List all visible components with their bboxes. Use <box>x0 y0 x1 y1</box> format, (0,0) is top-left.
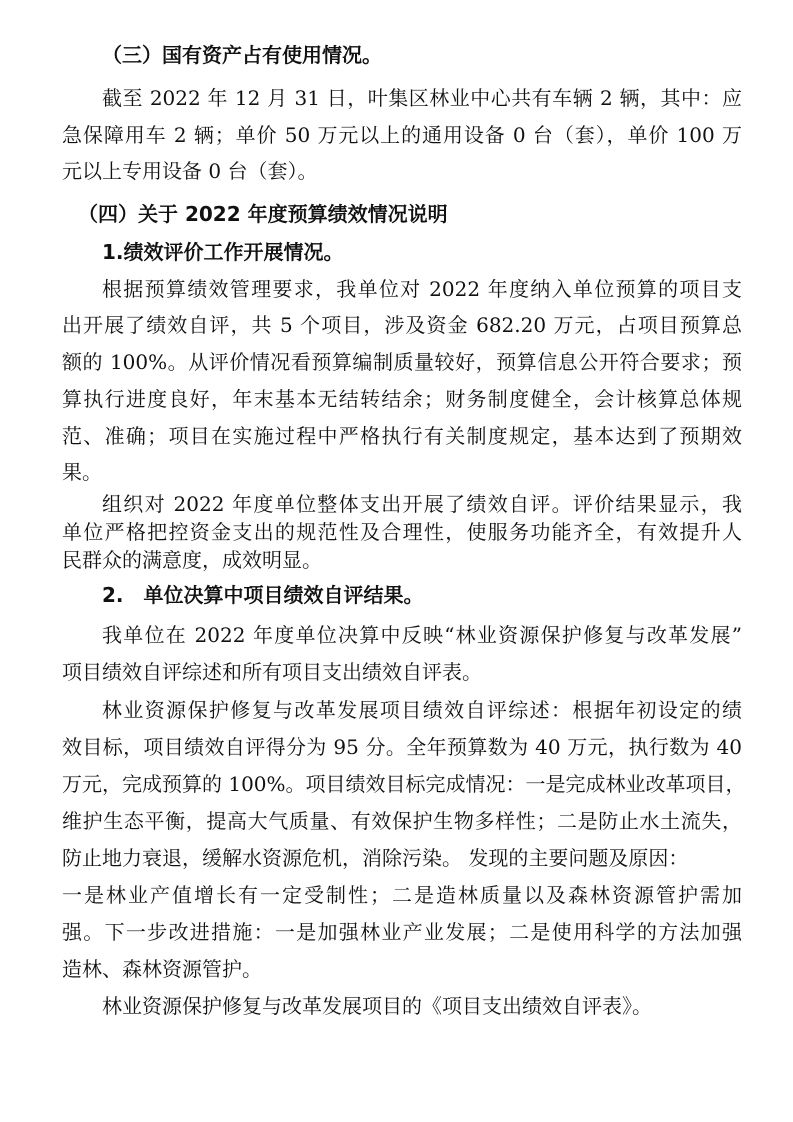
sub2-para2-line-5: 防止地力衰退，缓解水资源危机，消除污染。 发现的主要问题及原因： <box>62 846 689 870</box>
sub2-para2-line-2: 效目标，项目绩效自评得分为 95 分。全年预算数为 40 万元，执行数为 40 <box>62 735 742 759</box>
sub2-heading: 2. 单位决算中项目绩效自评结果。 <box>102 583 424 607</box>
sub2-para3-line-1: 林业资源保护修复与改革发展项目的《项目支出绩效自评表》。 <box>102 994 652 1018</box>
sub1-para1-line-1: 根据预算绩效管理要求，我单位对 2022 年度纳入单位预算的项目支 <box>102 277 742 301</box>
sub2-para2-line-3: 万元，完成预算的 100%。项目绩效目标完成情况：一是完成林业改革项目， <box>62 772 746 796</box>
sub1-para2-line-2: 单位严格把控资金支出的规范性及合理性，使服务功能齐全，有效提升人 <box>62 520 742 544</box>
sub2-para1-line-1: 我单位在 2022 年度单位决算中反映“林业资源保护修复与改革发展” <box>102 623 742 647</box>
section3-line-2: 急保障用车 2 辆；单价 50 万元以上的通用设备 0 台（套），单价 100 万 <box>62 123 742 147</box>
sub1-para2-line-1: 组织对 2022 年度单位整体支出开展了绩效自评。评价结果显示，我 <box>102 492 742 516</box>
sub1-heading: 1.绩效评价工作开展情况。 <box>102 240 344 264</box>
sub2-para1-line-2: 项目绩效自评综述和所有项目支出绩效自评表。 <box>62 660 482 684</box>
sub2-para2-line-1: 林业资源保护修复与改革发展项目绩效自评综述：根据年初设定的绩 <box>102 698 742 722</box>
section4-heading: （四）关于 2022 年度预算绩效情况说明 <box>78 202 448 226</box>
sub2-para2-line-6: 一是林业产值增长有一定受制性；二是造林质量以及森林资源管护需加 <box>62 883 742 907</box>
sub1-para1-line-4: 算执行进度良好，年末基本无结转结余；财务制度健全，会计核算总体规 <box>62 387 742 411</box>
sub1-para1-line-2: 出开展了绩效自评，共 5 个项目，涉及资金 682.20 万元，占项目预算总 <box>62 313 742 337</box>
sub1-para1-line-3: 额的 100%。从评价情况看预算编制质量较好，预算信息公开符合要求；预 <box>62 350 742 374</box>
sub2-para2-line-8: 造林、森林资源管护。 <box>62 957 262 981</box>
sub1-para2-line-3: 民群众的满意度，成效明显。 <box>62 548 322 572</box>
sub2-para2-line-4: 维护生态平衡，提高大气质量、有效保护生物多样性；二是防止水土流失， <box>62 809 742 833</box>
sub1-para1-line-6: 果。 <box>62 460 102 484</box>
section3-line-3: 元以上专用设备 0 台（套）。 <box>62 159 318 183</box>
sub2-para2-line-7: 强。下一步改进措施：一是加强林业产业发展；二是使用科学的方法加强 <box>62 920 742 944</box>
section3-line-1: 截至 2022 年 12 月 31 日，叶集区林业中心共有车辆 2 辆，其中：应 <box>102 86 742 110</box>
section3-heading: （三）国有资产占有使用情况。 <box>102 43 382 67</box>
sub1-para1-line-5: 范、准确；项目在实施过程中严格执行有关制度规定，基本达到了预期效 <box>62 424 742 448</box>
